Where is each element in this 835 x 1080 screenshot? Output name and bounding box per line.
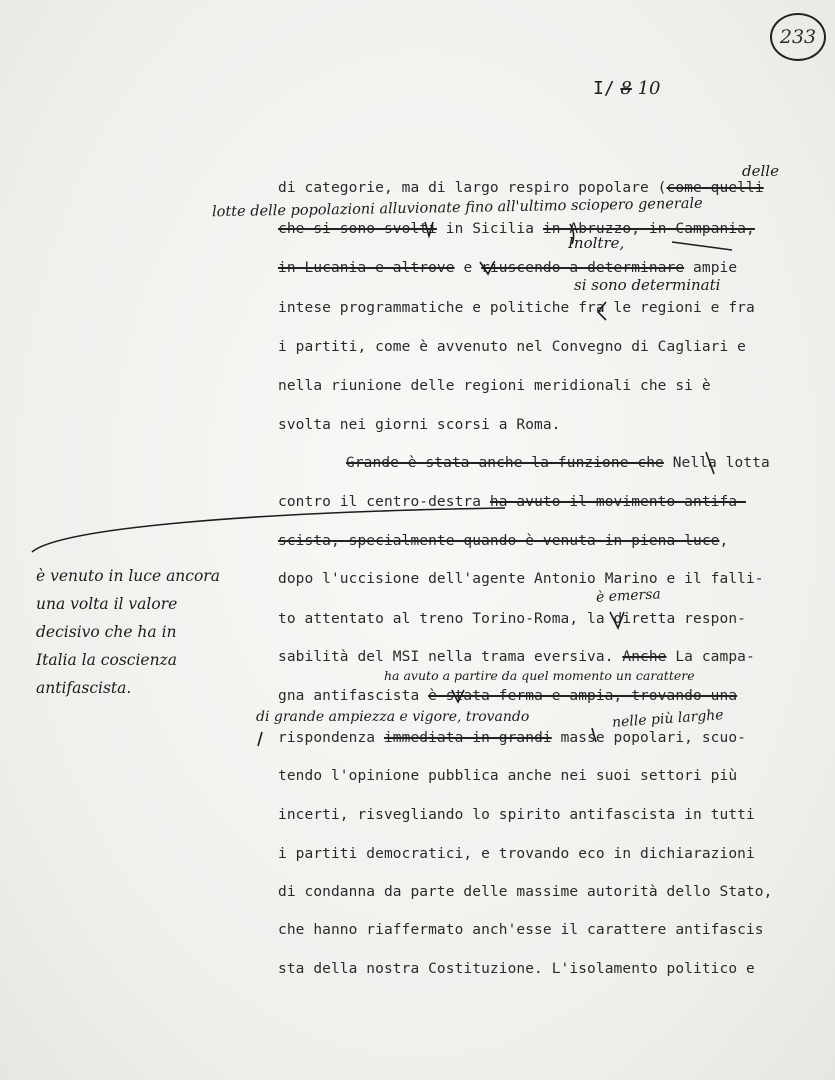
typed-line: che hanno riaffermato anch'esse il carattere antifascis xyxy=(278,922,764,938)
typed-line: svolta nei giorni scorsi a Roma. xyxy=(278,417,561,433)
handwritten-insertion: lotte delle popolazioni alluvionate fino all'ultimo sciopero generale xyxy=(211,195,703,221)
caret-mark xyxy=(610,612,624,628)
typed-line: intese programmatiche e politiche fra le regioni e fra xyxy=(278,300,755,316)
caret-mark xyxy=(598,302,606,320)
typed-line: di condanna da parte delle massime autorità dello Stato, xyxy=(278,884,773,900)
handwritten-insertion: nelle più larghe xyxy=(611,707,725,731)
typed-line: nella riunione delle regioni meridionali che si è xyxy=(278,378,711,394)
caret-mark xyxy=(425,222,433,236)
caret-mark xyxy=(592,728,596,742)
margin-note-line: Italia la coscienza xyxy=(36,651,177,669)
handwritten-insertion: ha avuto a partire da quel momento un carattere xyxy=(384,668,695,683)
folio-prefix: I/ xyxy=(593,78,615,99)
handwritten-insertion: delle xyxy=(742,162,779,180)
typed-line: i partiti, come è avvenuto nel Convegno di Cagliari e xyxy=(278,339,746,355)
handwritten-insertion: di grande ampiezza e vigore, trovando xyxy=(256,709,530,725)
caret-mark xyxy=(480,262,494,274)
margin-note-line: decisivo che ha in xyxy=(36,623,177,641)
typed-line: rispondenza immediata in grandi masse popolari, scuo- xyxy=(278,730,746,746)
typed-line: incerti, risvegliando lo spirito antifascista in tutti xyxy=(278,807,755,823)
page-number: 233 xyxy=(779,26,817,48)
handwritten-insertion: si sono determinati xyxy=(574,276,721,294)
typed-line: contro il centro-destra ha avuto il movimento antifa- xyxy=(278,494,746,510)
caret-mark xyxy=(706,452,714,474)
typed-line: Grande è stata anche la funzione che Nella lotta xyxy=(346,455,770,471)
margin-note-line: antifascista. xyxy=(36,679,132,697)
handwritten-insertion: Inoltre, xyxy=(568,234,625,252)
typed-line: scista, specialmente quando è venuta in piena luce, xyxy=(278,533,729,549)
typed-line: di categorie, ma di largo respiro popolare (come quelli xyxy=(278,180,764,196)
typed-line: che si sono svolti in Sicilia in Abruzzo, in Campania, xyxy=(278,221,755,237)
caret-mark xyxy=(258,732,262,746)
typed-line: dopo l'uccisione dell'agente Antonio Marino e il falli- xyxy=(278,571,764,587)
typed-line: gna antifascista è stata ferma e ampia, trovando una xyxy=(278,688,738,704)
typed-line: tendo l'opinione pubblica anche nei suoi settori più xyxy=(278,768,738,784)
typed-line: in Lucania e altrove e riuscendo a determinare ampie xyxy=(278,260,738,276)
folio-struck: 8 xyxy=(620,78,632,99)
margin-note-line: una volta il valore xyxy=(36,595,178,613)
margin-leader-line xyxy=(32,508,505,552)
folio-value: 10 xyxy=(637,78,661,99)
typed-line: to attentato al treno Torino-Roma, la diretta respon- xyxy=(278,611,746,627)
caret-mark xyxy=(570,224,574,244)
typed-line: sta della nostra Costituzione. L'isolamento politico e xyxy=(278,961,755,977)
caret-mark xyxy=(452,690,464,702)
insert-line xyxy=(672,242,732,250)
typed-line: sabilità del MSI nella trama eversiva. Anche La campa- xyxy=(278,649,755,665)
typed-line: i partiti democratici, e trovando eco in dichiarazioni xyxy=(278,846,755,862)
handwritten-insertion: è emersa xyxy=(595,586,662,606)
margin-note-line: è venuto in luce ancora xyxy=(36,567,220,585)
